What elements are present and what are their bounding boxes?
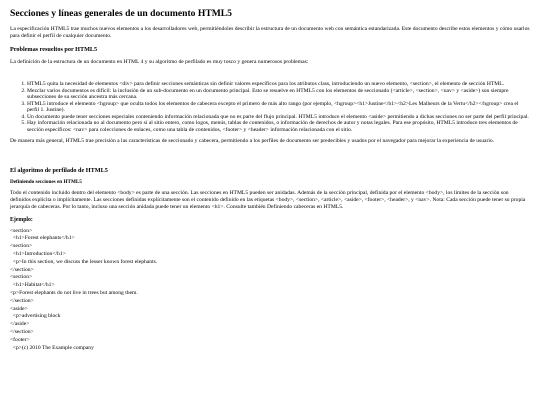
code-line: <p>Forest elephants do not live in trees but among them.	[10, 289, 138, 296]
problem-item: 2. Mezclar varios documentos es difícil: la inclusión de un sub-documento en un documento principal. Esto se resuelve en HTML5 con los elementos de seccionado (<article>, <section>, <nav> y <aside>) son siempre subsecciones de su sección ancestra más cercana.	[27, 88, 530, 101]
example-heading: Ejemplo:	[10, 216, 33, 223]
defining-sections-heading: Definiendo secciones en HTML5	[10, 179, 82, 186]
intro-paragraph: La especificación HTML5 trae muchos nuevos elementos a los desarrolladores web, permitiéndoles describir la estructura de un documento web con semántica estandarizada. Este documento describe estos elementos y cómo usarlos para definir el perfil de cualquier documento.	[10, 26, 530, 39]
problems-list	[10, 81, 530, 133]
code-line: <section>	[10, 274, 33, 281]
code-line: <section>	[10, 243, 33, 250]
code-line: <footer>	[10, 336, 30, 343]
code-line: </section>	[10, 266, 34, 273]
problem-item: 5. Hay información relacionada no al documento pero sí al sitio entero, como logos, menús, tablas de contenidos, o información de derechos de autor y notas legales. Para ese propósito, HTML5 introduce tres elementos de sección específicos: <nav> para colecciones de enlaces, como una tabla de contenidos, <footer> y <header> información relacionada con el sitio.	[27, 120, 530, 133]
code-line: <p>advertising block	[10, 313, 61, 320]
defining-sections-paragraph: Todo el contenido incluido dentro del elemento <body> es parte de una sección. Las secciones en HTML5 pueden ser anidadas. Además de la sección principal, definida por el elemento <body>, los límites de la sección son definidos explícita o implícitamente. Las secciones definidas explícitamente son el contenido definido en las etiquetas <body>, <section>, <article>, <aside>, <footer>, <header>, y <nav>. Nota: Cada sección puede tener su propia jerarquía de cabeceras. Por lo tanto, incluso una sección anidada puede tener un elemento <h1>. Consulte también Definiendo cabeceras en HTML5.	[10, 190, 526, 210]
spacer	[10, 151, 530, 161]
code-line: <h1>Forest elephants</h1>	[10, 235, 75, 242]
code-line: </section>	[10, 328, 34, 335]
problem-item: 3. HTML5 introduce el elemento <hgroup> que oculta todos los elementos de cabecera excepto el primero de más alto rango (por ejemplo, <hgroup><h1>Justine</h1><h2>Les Malheurs de la Vertu</h2></hgroup> crea el perfil 1. Justine).	[27, 101, 530, 114]
problems-heading: Problemas resueltos por HTML5	[10, 45, 98, 53]
code-line: <h1>Introduction</h1>	[10, 250, 66, 257]
code-line: <section>	[10, 227, 33, 234]
code-line: </aside>	[10, 321, 30, 328]
spacer	[10, 71, 530, 81]
problems-intro: La definición de la estructura de un documento en HTML 4 y su algoritmo de perfilado es muy tosco y genera numerosos problemas:	[10, 58, 309, 65]
code-line: </section>	[10, 297, 34, 304]
code-example	[10, 228, 530, 353]
code-line: <p>In this section, we discuss the lesser known forest elephants.	[10, 258, 158, 265]
code-line: <p>(c) 2010 The Example company	[10, 344, 94, 351]
code-line: <aside>	[10, 305, 28, 312]
summary-paragraph: De manera más general, HTML5 trae precisión a las características de seccionado y cabecera, permitiendo a los perfiles de documento ser predecibles y usados por el navegador para mejorar la experiencia de usuario.	[10, 138, 495, 145]
code-line: <h1>Habitat</h1>	[10, 282, 55, 289]
page-title: Secciones y líneas generales de un documento HTML5	[10, 8, 232, 19]
problem-item: 1. HTML5 quita la necesidad de elementos <div> para definir secciones semánticas sin definir valores específicos para los atributos class, introduciendo un nuevo elemento, <section>, el elemento de sección HTML.	[27, 81, 530, 88]
algorithm-heading: El algoritmo de perfilado de HTML5	[10, 167, 108, 175]
problem-item: 4. Un documento puede tener secciones especiales conteniendo información relacionada que no es parte del flujo principal. HTML5 introduce el elemento <aside> permitiendo a dichas secciones no ser parte del perfil principal.	[27, 114, 530, 121]
